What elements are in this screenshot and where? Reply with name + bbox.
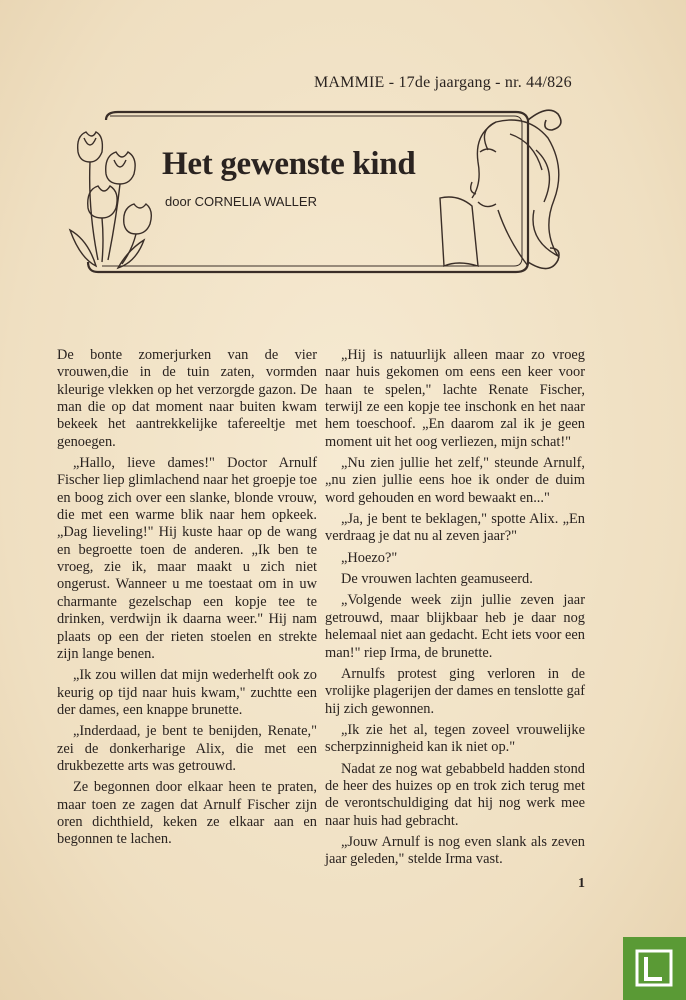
paragraph: „Inderdaad, je bent te benijden, Renate," zei de donkerharige Alix, die met een drukbezette arts was getrouwd. xyxy=(57,723,317,774)
page-number: 1 xyxy=(578,876,585,891)
running-head: MAMMIE - 17de jaargang - nr. 44/826 xyxy=(314,74,572,91)
paragraph: De bonte zomerjurken van de vier vrouwen,die in de tuin zaten, vormden kleurige vlekken op het verzorgde gazon. De man die op dat moment naar buiten kwam bekeek het aantrekkelijke tafereeltje met genoegen. xyxy=(57,347,317,450)
paragraph: „Ik zie het al, tegen zoveel vrouwelijke scherpzinnigheid kan ik niet op." xyxy=(325,721,585,756)
tulip-ornament-icon xyxy=(70,132,151,268)
paragraph: „Hoezo?" xyxy=(341,549,398,566)
bookmark-corner-icon xyxy=(633,947,675,989)
paragraph: Nadat ze nog wat gebabbeld hadden stond de heer des huizes op en trok zich terug met de verontschuldiging dat hij nog werk mee naar huis had gebracht. xyxy=(325,760,585,829)
paragraph: De vrouwen lachten geamuseerd. xyxy=(341,571,533,588)
paragraph: „Ja, je bent te beklagen," spotte Alix. „En verdraag je dat nu al zeven jaar?" xyxy=(325,511,585,545)
paragraph: Ze begonnen door elkaar heen te praten, maar toen ze zagen dat Arnulf Fischer zijn oren dichthield, keken ze elkaar aan en begonnen te lachen. xyxy=(57,779,317,848)
right-column xyxy=(325,347,585,873)
paragraph: „Hij is natuurlijk alleen maar zo vroeg naar huis gekomen om eens een keer voor haan te spelen," lachte Renate Fischer, terwijl ze een kopje tee inschonk en het naar hem toeschoof. „En daarom zal ik je geen moment uit het oog verliezen, mijn schat!" xyxy=(325,347,585,450)
woman-portrait-icon xyxy=(440,120,559,266)
paragraph: „Nu zien jullie het zelf," steunde Arnulf, „nu zien jullie eens hoe ik onder de duim word gehouden en word bewaakt en..." xyxy=(325,455,585,506)
paragraph: Arnulfs protest ging verloren in de vrolijke plagerijen der dames en tenslotte gaf hij zich gewonnen. xyxy=(325,665,585,717)
story-byline: door CORNELIA WALLER xyxy=(165,194,317,209)
left-column xyxy=(57,347,317,853)
paragraph: „Ik zou willen dat mijn wederhelft ook zo keurig op tijd naar huis kwam," zuchtte een der dames, een knappe brunette. xyxy=(57,667,317,718)
paragraph: „Volgende week zijn jullie zeven jaar getrouwd, maar blijkbaar heb je daar nog helemaal niet aan gedacht. Echt iets voor een man!" riep Irma, de brunette. xyxy=(325,592,585,661)
paragraph: „Jouw Arnulf is nog even slank als zeven jaar geleden," stelde Irma vast. xyxy=(325,833,585,868)
story-title: Het gewenste kind xyxy=(162,146,416,182)
paragraph: „Hallo, lieve dames!" Doctor Arnulf Fischer liep glimlachend naar het groepje toe en boog zich over een slanke, blonde vrouw, die met een warme blik naar hem opkeek. „Dag lieveling!" Hij kuste haar op de wang en begroette toen de anderen. „Ik ben te vroeg, zie ik, maar maakt u zich niet ongerust. Wanneer u me toestaat om in uw charmante gezelschap een kopje tee te drinken, verdwijn ik daarna weer." Hij nam plaats op een der rieten stoelen en strekte zijn lange benen. xyxy=(57,455,317,662)
title-frame xyxy=(58,90,588,290)
